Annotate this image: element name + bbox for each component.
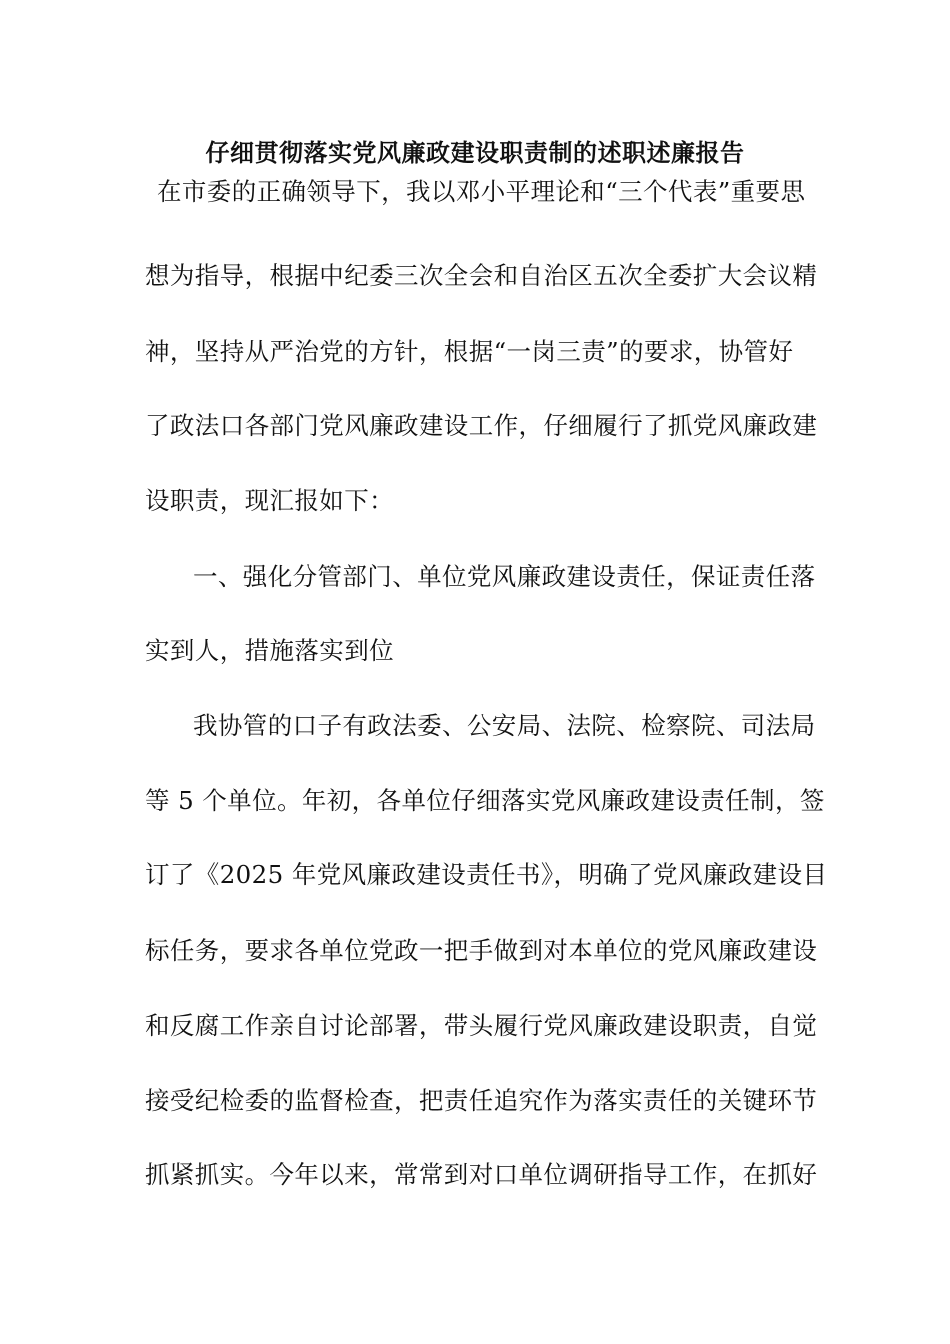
document-title: 仔细贯彻落实党风廉政建设职责制的述职述廉报告 <box>205 138 745 167</box>
body-line-4: 了政法口各部门党风廉政建设工作，仔细履行了抓党风廉政建 <box>145 411 818 440</box>
body-line-7: 等 5 个单位。年初，各单位仔细落实党风廉政建设责任制，签 <box>145 786 825 815</box>
body-line-8: 订了《2025 年党风廉政建设责任书》，明确了党风廉政建设目 <box>145 860 828 889</box>
body-line-3: 神，坚持从严治党的方针，根据“一岗三责”的要求，协管好 <box>145 337 794 366</box>
body-line-9: 标任务，要求各单位党政一把手做到对本单位的党风廉政建设 <box>145 936 818 965</box>
body-line-11: 接受纪检委的监督检查，把责任追究作为落实责任的关键环节 <box>145 1086 818 1115</box>
body-line-1: 在市委的正确领导下，我以邓小平理论和“三个代表”重要思 <box>157 177 806 206</box>
body-line-6: 我协管的口子有政法委、公安局、法院、检察院、司法局 <box>193 711 816 740</box>
section-heading-line-1: 一、强化分管部门、单位党风廉政建设责任，保证责任落 <box>193 562 816 591</box>
body-line-10: 和反腐工作亲自讨论部署，带头履行党风廉政建设职责，自觉 <box>145 1011 818 1040</box>
body-line-12: 抓紧抓实。今年以来，常常到对口单位调研指导工作，在抓好 <box>145 1160 818 1189</box>
section-heading-line-2: 实到人，措施落实到位 <box>145 636 394 665</box>
body-line-5: 设职责，现汇报如下： <box>145 486 394 515</box>
body-line-2: 想为指导，根据中纪委三次全会和自治区五次全委扩大会议精 <box>145 261 818 290</box>
